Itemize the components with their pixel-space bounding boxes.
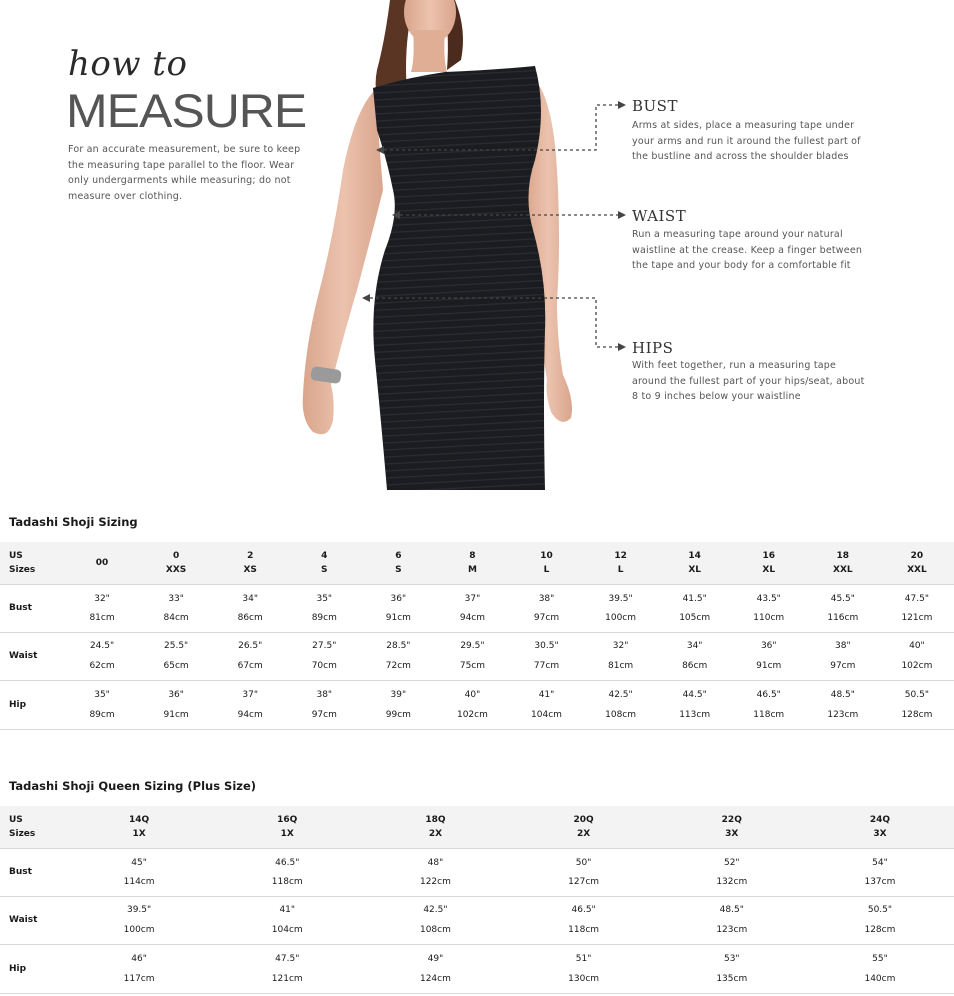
bust-description: Arms at sides, place a measuring tape under your arms and run it around the fullest part of the bustline and across the shoulder blades (632, 120, 861, 162)
cm-value: 113cm (679, 709, 711, 720)
measurement-cell (510, 849, 658, 896)
queen-sizing-table (0, 806, 954, 994)
cm-value: 124cm (419, 973, 451, 984)
size-header-cell: 18Q 2X (425, 815, 446, 839)
inches-value: 44.5" (682, 689, 707, 700)
measurement-cell (658, 585, 732, 632)
inches-value: 32" (612, 641, 629, 652)
cm-value: 97cm (311, 709, 337, 720)
size-header-cell: 10 L (540, 551, 553, 575)
cm-value: 122cm (419, 876, 451, 887)
measurement-cell (658, 633, 732, 681)
size-header-cell: 24Q 3X (869, 815, 891, 839)
size-header-cell: 20 XXL (907, 551, 927, 575)
guide-intro-text: For an accurate measurement, be sure to keep the measuring tape parallel to the floor. Wear only undergarments while measuring; do not measure over clothing. (68, 144, 301, 202)
size-header-cell: 0 XXS (165, 551, 187, 575)
guide-title-main: MEASURE (66, 84, 307, 138)
inches-value: 50.5" (904, 689, 929, 700)
measurement-cell (435, 585, 509, 632)
inches-value: 26.5" (238, 641, 263, 652)
cm-value: 108cm (419, 925, 451, 936)
measurement-cell (139, 585, 213, 632)
inches-value: 36" (390, 593, 407, 604)
measurement-cell (139, 681, 213, 729)
queen-table-body (0, 848, 954, 994)
measurement-cell (806, 681, 880, 729)
inches-value: 42.5" (423, 905, 448, 916)
measurement-cell (732, 585, 806, 632)
measurement-cell (361, 633, 435, 681)
inches-value: 43.5" (756, 593, 781, 604)
inches-value: 39" (390, 689, 407, 700)
inches-value: 47.5" (904, 593, 929, 604)
waist-label: WAIST (632, 207, 687, 225)
measurement-cell (435, 633, 509, 681)
inches-value: 33" (168, 593, 184, 604)
inches-value: 53" (723, 953, 740, 964)
measurement-cell (65, 849, 213, 896)
inches-value: 54" (872, 857, 888, 868)
measurement-cell (213, 897, 361, 945)
inches-value: 35" (316, 593, 333, 604)
inches-value: 41" (279, 905, 296, 916)
inches-value: 38" (835, 641, 851, 652)
cm-value: 86cm (237, 612, 263, 623)
cm-value: 81cm (608, 661, 634, 672)
cm-value: 117cm (123, 973, 155, 984)
cm-value: 121cm (901, 612, 933, 623)
measurement-cell (658, 681, 732, 729)
cm-value: 102cm (456, 709, 488, 720)
table-row (0, 897, 954, 946)
measurement-cell (361, 849, 509, 896)
cm-value: 89cm (311, 612, 337, 623)
measurement-cell (287, 681, 361, 729)
measurement-cell (880, 585, 954, 632)
measurement-cell (584, 633, 658, 681)
cm-value: 137cm (864, 876, 896, 887)
measurement-cell (435, 681, 509, 729)
measurement-cell (287, 585, 361, 632)
inches-value: 46" (131, 953, 147, 964)
inches-value: 41" (538, 689, 555, 700)
cm-value: 127cm (568, 876, 600, 887)
measurement-cell (65, 945, 213, 993)
row-label: Waist (9, 915, 38, 926)
table-header-row (0, 542, 954, 584)
inches-value: 52" (723, 857, 740, 868)
inches-value: 30.5" (534, 641, 559, 652)
inches-value: 46.5" (756, 689, 781, 700)
table-row (0, 848, 954, 897)
inches-value: 34" (242, 593, 258, 604)
cm-value: 72cm (385, 661, 411, 672)
measurement-cell (65, 681, 139, 729)
inches-value: 49" (427, 953, 444, 964)
measurement-cell (213, 849, 361, 896)
cm-value: 128cm (864, 925, 896, 936)
cm-value: 108cm (605, 709, 637, 720)
measurement-cell (509, 633, 583, 681)
header-label-cell (0, 806, 65, 848)
inches-value: 36" (760, 641, 777, 652)
cm-value: 86cm (682, 661, 708, 672)
bust-label: BUST (632, 97, 678, 115)
measurement-cell (213, 633, 287, 681)
cm-value: 65cm (163, 661, 189, 672)
inches-value: 55" (872, 953, 888, 964)
measurement-cell (213, 945, 361, 993)
header-label-cell (0, 542, 65, 584)
cm-value: 100cm (605, 612, 637, 623)
cm-value: 84cm (163, 612, 189, 623)
measurement-cell (361, 897, 509, 945)
measurement-cell (806, 849, 954, 896)
size-header-cell: 14Q 1X (128, 815, 150, 839)
cm-value: 135cm (716, 973, 748, 984)
size-header-cell: 22Q 3X (721, 815, 742, 839)
inches-value: 38" (316, 689, 333, 700)
hips-arrow-line (370, 298, 618, 347)
cm-value: 128cm (901, 709, 933, 720)
inches-value: 24.5" (89, 641, 115, 652)
inches-value: 42.5" (608, 689, 633, 700)
cm-value: 89cm (89, 709, 115, 720)
inches-value: 39.5" (126, 905, 152, 916)
row-label: Hip (9, 699, 27, 710)
header-sizes-label: Sizes (9, 565, 36, 575)
cm-value: 104cm (531, 709, 562, 720)
size-header-cell: 16 XL (762, 551, 776, 575)
inches-value: 50" (575, 857, 592, 868)
cm-value: 77cm (533, 661, 560, 672)
measurement-cell (658, 897, 806, 945)
size-header-cell: 00 (95, 558, 109, 568)
measurement-cell (213, 585, 287, 632)
cm-value: 118cm (568, 925, 600, 936)
table-row (0, 681, 954, 730)
measurement-cell (584, 681, 658, 729)
measurement-cell (361, 681, 435, 729)
hips-label: HIPS (632, 339, 674, 357)
inches-value: 46.5" (275, 857, 300, 868)
waist-description: Run a measuring tape around your natural waistline at the crease. Keep a finger between the tape and your body for a comfortable fit (632, 229, 863, 271)
measurement-cell (658, 849, 806, 896)
measurement-cell (806, 633, 880, 681)
size-header-cell: 12 L (614, 551, 627, 575)
cm-value: 91cm (756, 661, 782, 672)
inches-value: 40" (909, 641, 925, 652)
measurement-cell (510, 897, 658, 945)
cm-value: 123cm (827, 709, 859, 720)
cm-value: 123cm (716, 925, 748, 936)
inches-value: 34" (686, 641, 703, 652)
table-row (0, 945, 954, 994)
cm-value: 67cm (237, 661, 263, 672)
cm-value: 94cm (237, 709, 263, 720)
row-label: Bust (9, 603, 32, 614)
cm-value: 99cm (385, 709, 411, 720)
inches-value: 40" (464, 689, 481, 700)
row-label: Hip (9, 963, 27, 974)
size-header-cell: 4 S (321, 551, 328, 575)
measurement-cell (880, 633, 954, 681)
inches-value: 28.5" (386, 641, 411, 652)
bust-arrow-line (384, 105, 618, 150)
measurement-cell (361, 945, 509, 993)
cm-value: 81cm (89, 612, 115, 623)
row-label: Waist (9, 651, 38, 662)
cm-value: 75cm (459, 661, 486, 672)
inches-value: 46.5" (571, 905, 596, 916)
measurement-cell (65, 633, 139, 681)
inches-value: 35" (94, 689, 110, 700)
table-row (0, 633, 954, 682)
inches-value: 47.5" (275, 953, 300, 964)
measurement-cell (658, 945, 806, 993)
cm-value: 100cm (123, 925, 155, 936)
size-header-cell: 2 XS (243, 551, 257, 575)
standard-table-body (0, 584, 954, 730)
queen-sizing-title: Tadashi Shoji Queen Sizing (Plus Size) (9, 779, 257, 793)
inches-value: 37" (242, 689, 258, 700)
table-header-row (0, 806, 954, 848)
cm-value: 97cm (533, 612, 560, 623)
measurement-cell (65, 897, 213, 945)
cm-value: 132cm (716, 876, 748, 887)
cm-value: 94cm (459, 612, 486, 623)
inches-value: 48.5" (719, 905, 744, 916)
inches-value: 29.5" (460, 641, 485, 652)
size-header-cell: 18 XXL (833, 551, 853, 575)
size-header-cell: 20Q 2X (573, 815, 594, 839)
inches-value: 50.5" (867, 905, 893, 916)
cm-value: 91cm (385, 612, 411, 623)
table-row (0, 584, 954, 633)
inches-value: 32" (94, 593, 110, 604)
cm-value: 110cm (753, 612, 785, 623)
measurement-cell (287, 633, 361, 681)
guide-title-script: how to (68, 44, 188, 84)
measurement-cell (509, 585, 583, 632)
how-to-measure-section (0, 0, 954, 490)
measurement-cell (806, 585, 880, 632)
hips-description: With feet together, run a measuring tape around the fullest part of your hips/seat, about 8 to 9 inches below your waistline (632, 360, 865, 402)
cm-value: 118cm (271, 876, 303, 887)
cm-value: 140cm (864, 973, 896, 984)
measurement-cell (732, 633, 806, 681)
header-sizes-label: Sizes (9, 829, 36, 839)
size-header-cell: 8 M (467, 551, 477, 575)
size-header-cell: 16Q 1X (277, 815, 298, 839)
cm-value: 130cm (568, 973, 600, 984)
measurement-cell (139, 633, 213, 681)
inches-value: 36" (168, 689, 184, 700)
measurement-cell (213, 681, 287, 729)
measurement-cell (806, 945, 954, 993)
cm-value: 104cm (271, 925, 303, 936)
measurement-cell (510, 945, 658, 993)
inches-value: 48.5" (830, 689, 855, 700)
cm-value: 70cm (311, 661, 337, 672)
inches-value: 51" (575, 953, 592, 964)
measurement-cell (361, 585, 435, 632)
inches-value: 48" (427, 857, 444, 868)
measurement-cell (509, 681, 583, 729)
measurement-cell (806, 897, 954, 945)
cm-value: 97cm (830, 661, 856, 672)
inches-value: 25.5" (164, 641, 189, 652)
inches-value: 27.5" (312, 641, 337, 652)
measurement-cell (65, 585, 139, 632)
inches-value: 41.5" (682, 593, 707, 604)
measurement-cell (584, 585, 658, 632)
standard-sizing-title: Tadashi Shoji Sizing (9, 515, 138, 529)
header-us-label: US (9, 815, 23, 825)
cm-value: 116cm (827, 612, 859, 623)
size-header-cell: 6 S (395, 551, 402, 575)
header-us-label: US (9, 551, 23, 561)
measurement-cell (880, 681, 954, 729)
inches-value: 39.5" (608, 593, 633, 604)
inches-value: 38" (538, 593, 555, 604)
inches-value: 45.5" (830, 593, 855, 604)
cm-value: 105cm (679, 612, 711, 623)
standard-sizing-table (0, 542, 954, 730)
size-header-cell: 14 XL (688, 551, 701, 575)
measurement-cell (732, 681, 806, 729)
row-label: Bust (9, 867, 32, 878)
cm-value: 121cm (271, 973, 303, 984)
inches-value: 37" (464, 593, 481, 604)
cm-value: 102cm (901, 661, 933, 672)
inches-value: 45" (131, 857, 147, 868)
cm-value: 118cm (753, 709, 785, 720)
cm-value: 114cm (123, 876, 155, 887)
cm-value: 91cm (163, 709, 189, 720)
cm-value: 62cm (89, 661, 115, 672)
